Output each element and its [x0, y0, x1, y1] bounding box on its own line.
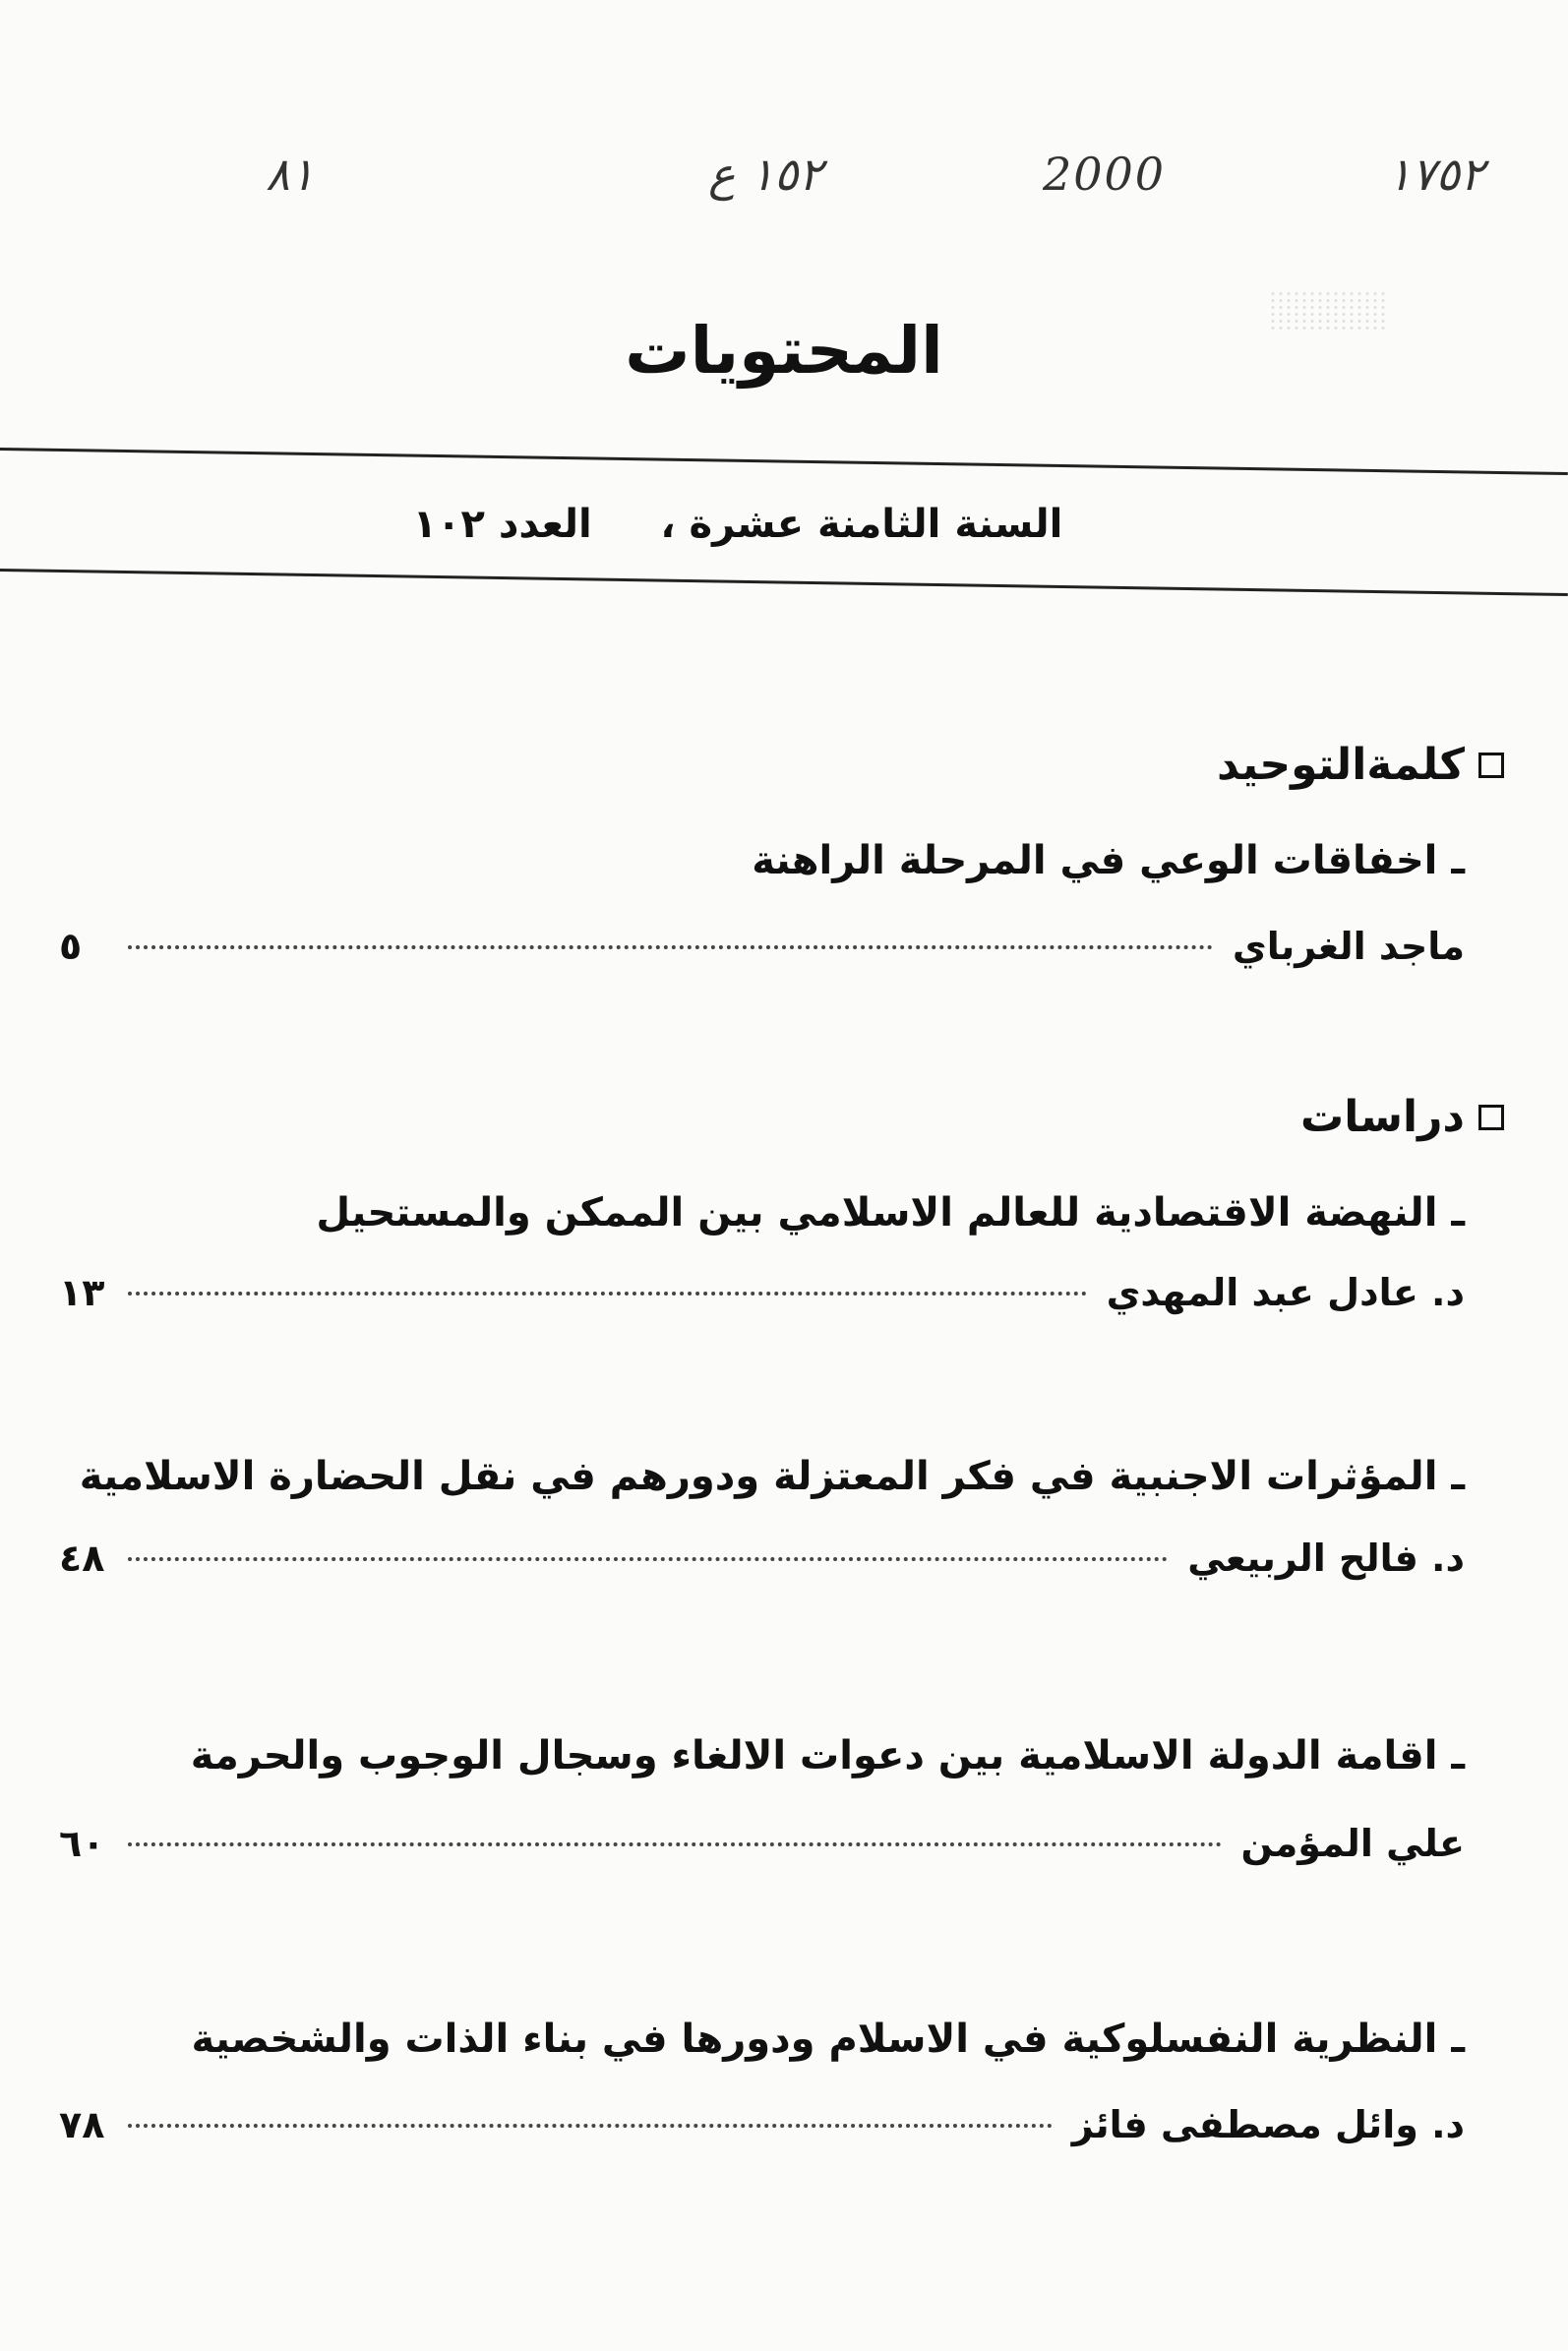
- entry-title: ـ النهضة الاقتصادية للعالم الاسلامي بين الممكن والمستحيل: [316, 1190, 1465, 1236]
- entry-author: علي المؤمن: [1240, 1822, 1465, 1865]
- handwritten-note: ١٧٥٢: [1387, 148, 1484, 201]
- page-title: المحتويات: [625, 313, 943, 389]
- divider: [0, 448, 1568, 475]
- section-heading-label: كلمةالتوحيد: [1217, 740, 1465, 790]
- entry-page: ٧٨: [59, 2103, 105, 2146]
- entry-author: د. وائل مصطفى فائز: [1071, 2103, 1465, 2146]
- entry-author-line: [59, 1271, 1465, 1314]
- entry-title: ـ اخفاقات الوعي في المرحلة الراهنة: [752, 838, 1465, 883]
- entry-title: ـ المؤثرات الاجنبية في فكر المعتزلة ودورهم في نقل الحضارة الاسلامية: [79, 1454, 1465, 1499]
- entry-page: ١٣: [59, 1271, 105, 1314]
- entry-title: ـ النظرية النفسلوكية في الاسلام ودورها في بناء الذات والشخصية: [191, 2017, 1465, 2062]
- issue-info: السنة الثامنة عشرة ، العدد ١٠٢: [412, 502, 1063, 547]
- entry-author-line: [59, 1822, 1465, 1865]
- handwritten-note: ١٥٢ ع: [708, 148, 823, 201]
- entry-author: د. عادل عبد المهدي: [1106, 1271, 1465, 1314]
- entry-author: د. فالح الربيعي: [1187, 1537, 1465, 1580]
- entry-author-line: [59, 2103, 1465, 2146]
- entry-author-line: [59, 925, 1465, 968]
- divider: [0, 569, 1568, 596]
- entry-title: ـ اقامة الدولة الاسلامية بين دعوات الالغاء وسجال الوجوب والحرمة: [190, 1733, 1465, 1778]
- section-heading: [1300, 1092, 1504, 1142]
- section-heading-label: دراسات: [1300, 1092, 1465, 1142]
- section-heading: [1217, 740, 1504, 790]
- leader-dots: [128, 2123, 1053, 2128]
- entry-page: ٦٠: [59, 1822, 105, 1865]
- leader-dots: [128, 1841, 1222, 1846]
- square-bullet-icon: [1478, 753, 1504, 778]
- handwritten-note: ٨١: [266, 148, 315, 201]
- entry-page: ٤٨: [59, 1537, 105, 1580]
- leader-dots: [128, 1291, 1087, 1296]
- entry-author: ماجد الغرباي: [1232, 925, 1465, 968]
- leader-dots: [128, 1556, 1168, 1561]
- square-bullet-icon: [1478, 1105, 1504, 1130]
- entry-page: ٥: [59, 925, 83, 968]
- handwritten-note: 2000: [1043, 148, 1167, 201]
- entry-author-line: [59, 1537, 1465, 1580]
- leader-dots: [128, 944, 1213, 949]
